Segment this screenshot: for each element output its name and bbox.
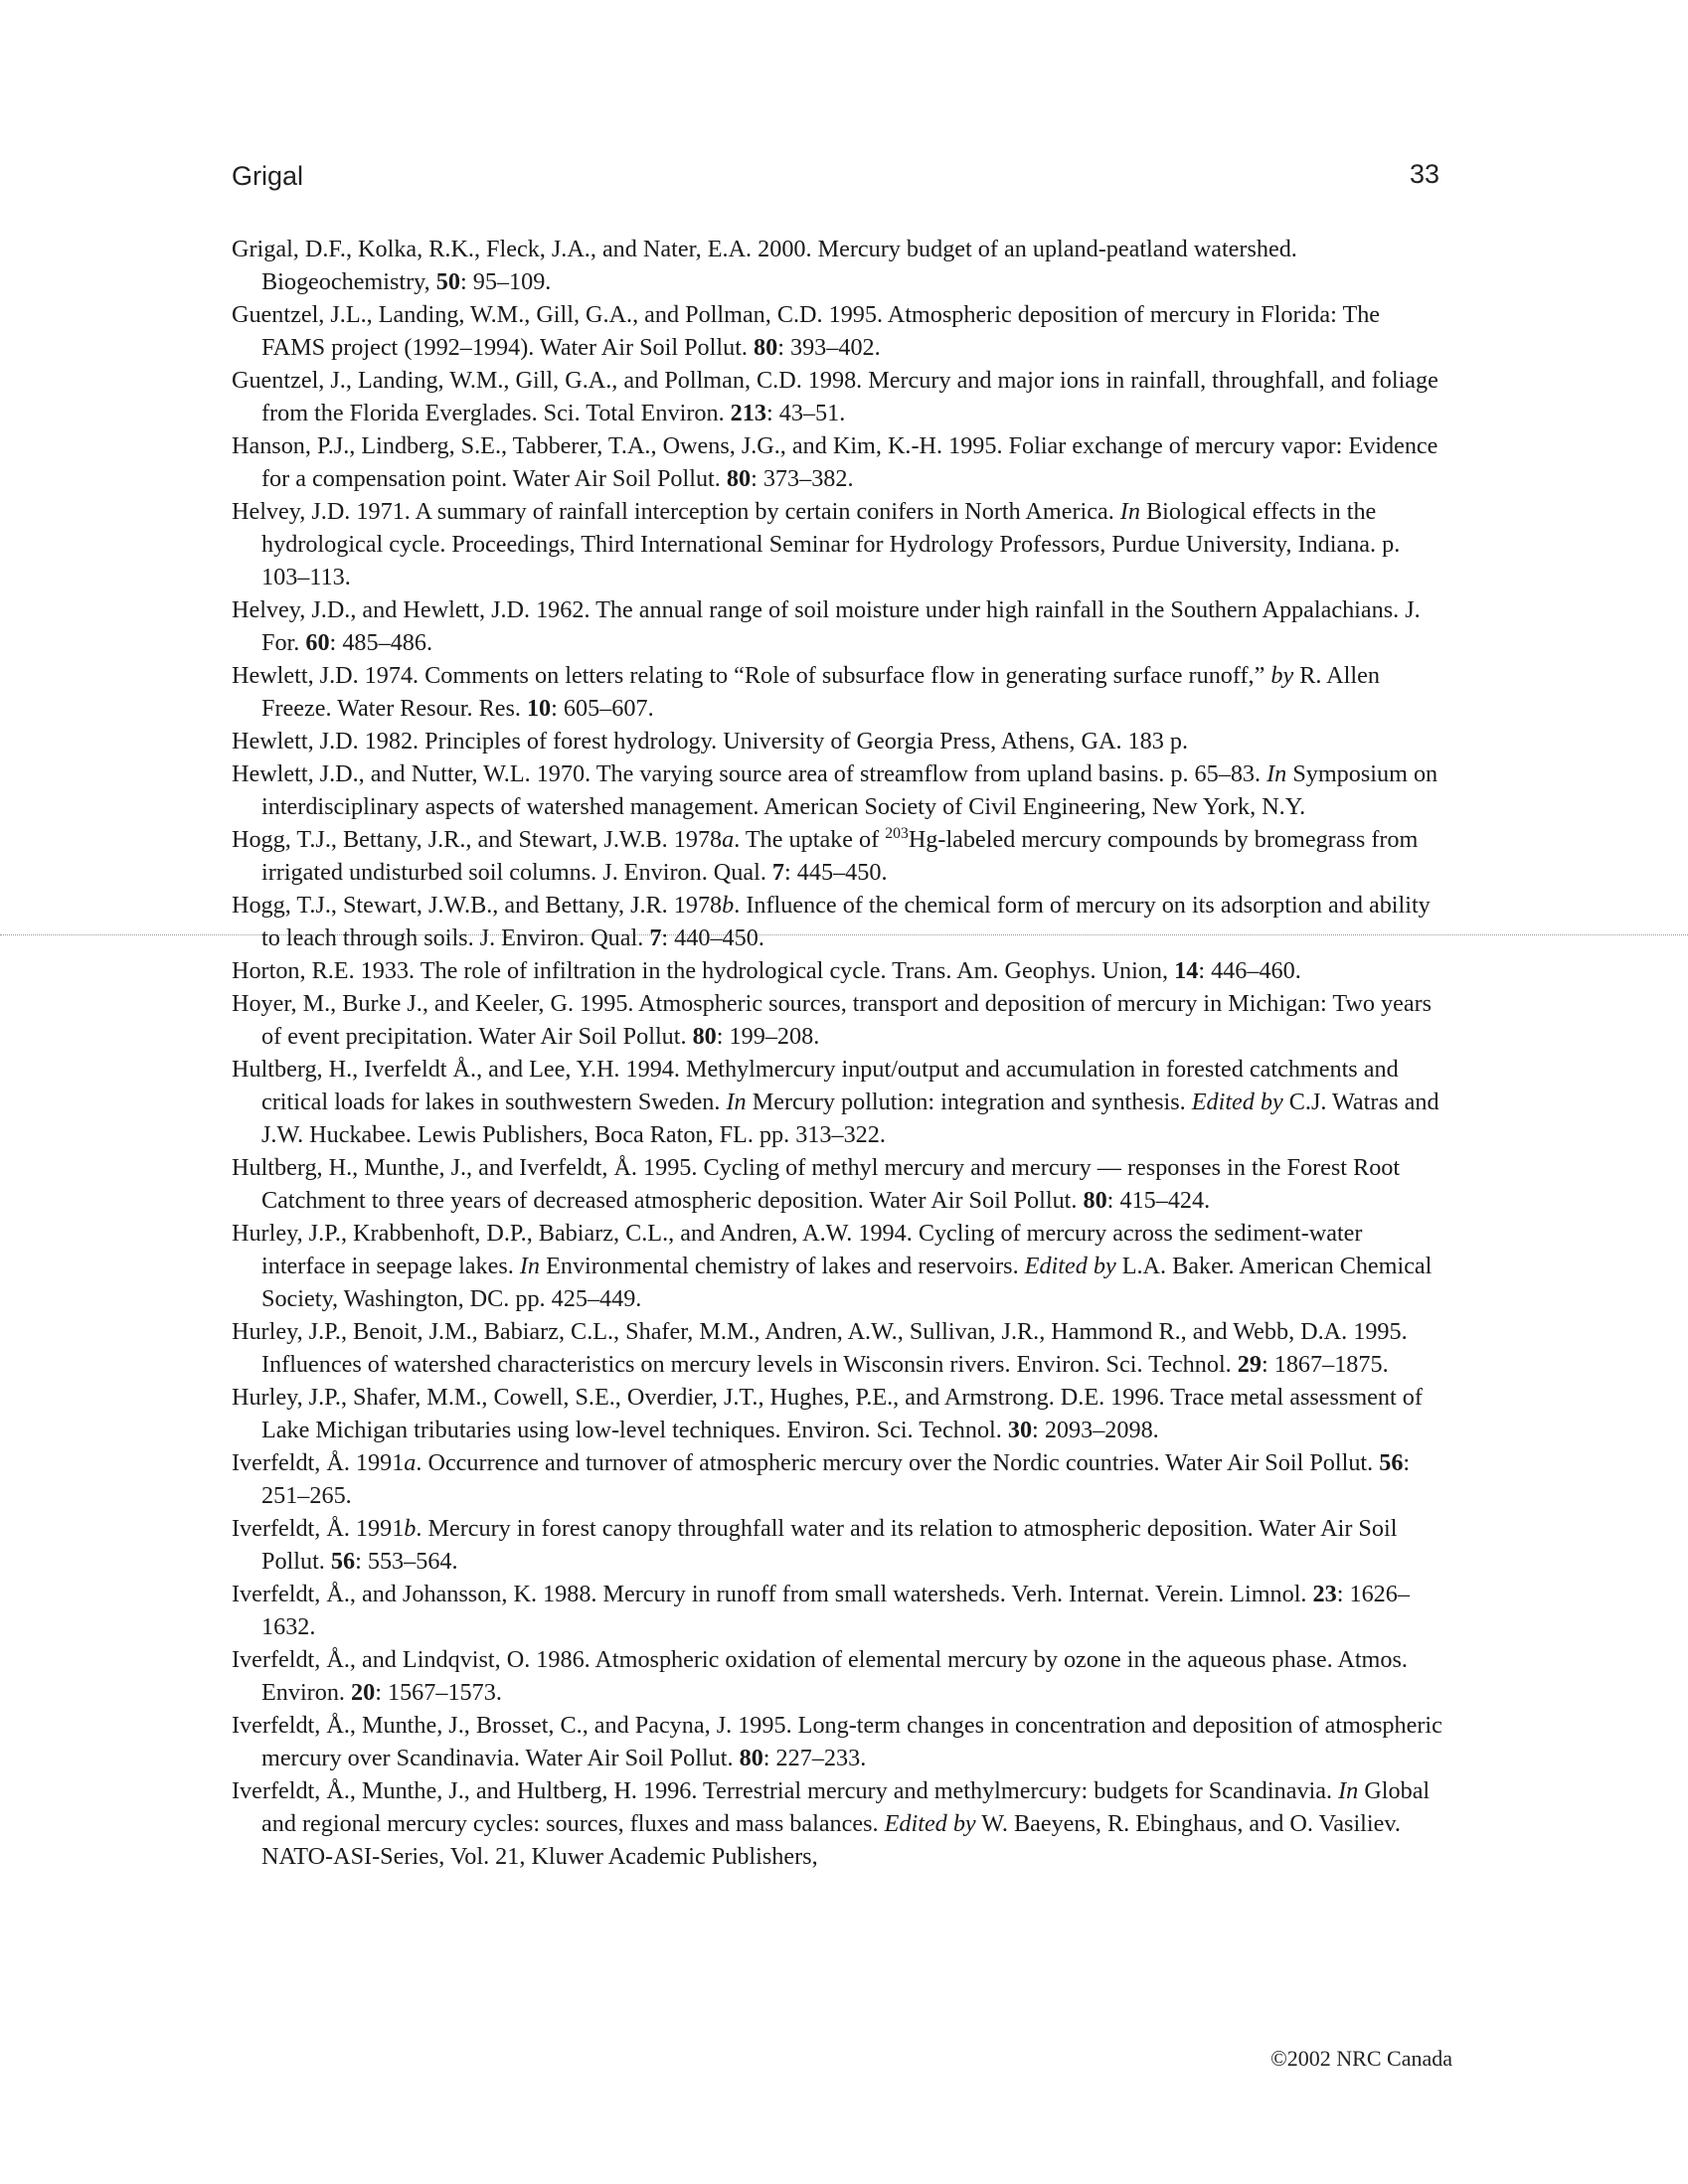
- reference-text: : 2093–2098.: [1032, 1417, 1159, 1443]
- reference-entry: [232, 1381, 1449, 1446]
- reference-text: Guentzel, J., Landing, W.M., Gill, G.A., and Pollman, C.D. 1998. Mercury and major ions in rainfall, throughfall, and foliage from the Florida Everglades. Sci. Total Environ.: [232, 367, 1438, 426]
- reference-text: Iverfeldt, Å. 1991: [232, 1515, 405, 1542]
- reference-entry: [232, 823, 1449, 889]
- italic-text: In: [1119, 498, 1140, 525]
- reference-text: : 1867–1875.: [1261, 1351, 1389, 1378]
- italic-text: In: [1338, 1777, 1359, 1804]
- reference-text: : 393–402.: [777, 334, 881, 361]
- reference-text: : 1626–1632.: [261, 1581, 1410, 1640]
- reference-text: Mercury pollution: integration and synthesis.: [746, 1089, 1192, 1115]
- reference-text: Global and regional mercury cycles: sources, fluxes and mass balances.: [261, 1777, 1431, 1837]
- reference-text: Hogg, T.J., Stewart, J.W.B., and Bettany, J.R. 1978: [232, 892, 723, 919]
- reference-entry: [232, 725, 1449, 757]
- reference-text: Hurley, J.P., Benoit, J.M., Babiarz, C.L., Shafer, M.M., Andren, A.W., Sullivan, J.R., Hammond R., and Webb, D.A. 1995. Influences of watershed characteristics on mercury levels in Wisconsin rivers. Environ. Sci. Technol.: [232, 1318, 1408, 1378]
- reference-text: Hewlett, J.D. 1974. Comments on letters relating to “Role of subsurface flow in generating surface runoff,”: [232, 662, 1271, 689]
- reference-entry: [232, 364, 1449, 429]
- reference-entry: [232, 1217, 1449, 1315]
- page-number: 33: [1409, 159, 1439, 189]
- reference-text: R. Allen Freeze. Water Resour. Res.: [261, 662, 1380, 722]
- italic-text: a: [404, 1449, 417, 1476]
- reference-text: : 227–233.: [762, 1745, 867, 1771]
- reference-text: Iverfeldt, Å., Munthe, J., Brosset, C., and Pacyna, J. 1995. Long-term changes in concentration and deposition of atmospheric mercury over Scandinavia. Water Air Soil Pollut.: [232, 1712, 1442, 1771]
- reference-text: L.A. Baker. American Chemical Society, Washington, DC. pp. 425–449.: [261, 1253, 1433, 1312]
- volume-number: 56: [1379, 1449, 1404, 1476]
- reference-text: Hewlett, J.D., and Nutter, W.L. 1970. The varying source area of streamflow from upland basins. p. 65–83.: [232, 760, 1267, 787]
- reference-text: Hultberg, H., Iverfeldt Å., and Lee, Y.H. 1994. Methylmercury input/output and accumulation in forested catchments and critical loads for lakes in southwestern Sweden.: [232, 1056, 1399, 1115]
- reference-entry: [232, 1774, 1449, 1873]
- volume-number: 56: [330, 1548, 356, 1575]
- volume-number: 30: [1007, 1417, 1033, 1443]
- reference-text: Symposium on interdisciplinary aspects of watershed management. American Society of Civil Engineering, New York, N.Y.: [261, 760, 1438, 820]
- italic-text: by: [1270, 662, 1294, 689]
- italic-text: b: [722, 892, 735, 919]
- reference-text: . Mercury in forest canopy throughfall water and its relation to atmospheric deposition. Water Air Soil Pollut.: [261, 1515, 1398, 1575]
- reference-entry: [232, 1578, 1449, 1643]
- reference-text: Iverfeldt, Å., Munthe, J., and Hultberg, H. 1996. Terrestrial mercury and methylmercury: budgets for Scandinavia.: [232, 1777, 1339, 1804]
- volume-number: 80: [692, 1023, 717, 1050]
- reference-text: . The uptake of: [734, 826, 886, 853]
- reference-text: Hg-labeled mercury compounds by bromegrass from irrigated undisturbed soil columns. J. Environ. Qual.: [261, 826, 1419, 886]
- volume-number: 80: [1083, 1187, 1107, 1214]
- reference-entry: [232, 298, 1449, 364]
- italic-text: In: [1266, 760, 1287, 787]
- reference-entry: [232, 233, 1449, 298]
- italic-text: a: [722, 826, 735, 853]
- reference-text: : 605–607.: [551, 695, 654, 722]
- italic-text: Edited by: [884, 1810, 976, 1837]
- reference-text: Helvey, J.D. 1971. A summary of rainfall interception by certain conifers in North America.: [232, 498, 1120, 525]
- volume-number: 10: [526, 695, 552, 722]
- reference-text: Biological effects in the hydrological cycle. Proceedings, Third International Seminar for Hydrology Professors, Purdue University, Indiana. p. 103–113.: [261, 498, 1401, 590]
- volume-number: 50: [435, 268, 460, 295]
- reference-text: Iverfeldt, Å., and Johansson, K. 1988. Mercury in runoff from small watersheds. Verh. Internat. Verein. Limnol.: [232, 1581, 1313, 1607]
- copyright-footer: ©2002 NRC Canada: [1270, 2046, 1452, 2071]
- reference-text: W. Baeyens, R. Ebinghaus, and O. Vasiliev. NATO-ASI-Series, Vol. 21, Kluwer Academic Publishers,: [261, 1810, 1401, 1870]
- volume-number: 14: [1174, 957, 1199, 984]
- reference-text: : 373–382.: [751, 465, 854, 492]
- reference-text: Hewlett, J.D. 1982. Principles of forest hydrology. University of Georgia Press, Athens, GA. 183 p.: [232, 728, 1189, 755]
- italic-text: In: [519, 1253, 541, 1279]
- reference-text: : 445–450.: [784, 859, 888, 886]
- italic-text: Edited by: [1024, 1253, 1116, 1279]
- reference-entry: [232, 1709, 1449, 1774]
- reference-entry: [232, 1053, 1449, 1151]
- reference-text: . Influence of the chemical form of mercury on its adsorption and ability to leach through soils. J. Environ. Qual.: [261, 892, 1431, 951]
- reference-entry: [232, 1512, 1449, 1578]
- reference-entry: [232, 1151, 1449, 1217]
- reference-entry: [232, 757, 1449, 823]
- volume-number: 20: [351, 1679, 376, 1706]
- reference-entry: [232, 889, 1449, 954]
- reference-text: : 553–564.: [355, 1548, 458, 1575]
- reference-text: : 1567–1573.: [375, 1679, 502, 1706]
- reference-text: Horton, R.E. 1933. The role of infiltration in the hydrological cycle. Trans. Am. Geophys. Union,: [232, 957, 1175, 984]
- volume-number: 80: [726, 465, 752, 492]
- reference-text: : 440–450.: [661, 924, 764, 951]
- reference-text: C.J. Watras and J.W. Huckabee. Lewis Publishers, Boca Raton, FL. pp. 313–322.: [261, 1089, 1439, 1148]
- reference-text: : 415–424.: [1106, 1187, 1211, 1214]
- reference-text: Hanson, P.J., Lindberg, S.E., Tabberer, T.A., Owens, J.G., and Kim, K.-H. 1995. Foliar exchange of mercury vapor: Evidence for a compensation point. Water Air Soil Pollut.: [232, 432, 1438, 492]
- reference-text: Iverfeldt, Å. 1991: [232, 1449, 405, 1476]
- reference-text: : 485–486.: [329, 629, 433, 656]
- reference-entry: [232, 1446, 1449, 1512]
- reference-entry: [232, 954, 1449, 987]
- volume-number: 7: [649, 924, 662, 951]
- volume-number: 60: [305, 629, 330, 656]
- reference-text: Environmental chemistry of lakes and reservoirs.: [540, 1253, 1025, 1279]
- reference-entry: [232, 1643, 1449, 1709]
- reference-text: Hultberg, H., Munthe, J., and Iverfeldt, Å. 1995. Cycling of methyl mercury and mercury — responses in the Forest Root Catchment to three years of decreased atmospheric deposition. Water Air Soil Pollut.: [232, 1154, 1401, 1214]
- reference-entry: [232, 429, 1449, 495]
- reference-entry: [232, 1315, 1449, 1381]
- reference-text: Helvey, J.D., and Hewlett, J.D. 1962. The annual range of soil moisture under high rainfall in the Southern Appalachians. J. For.: [232, 596, 1421, 656]
- volume-number: 213: [730, 400, 766, 426]
- reference-entry: [232, 659, 1449, 725]
- reference-text: Iverfeldt, Å., and Lindqvist, O. 1986. Atmospheric oxidation of elemental mercury by ozone in the aqueous phase. Atmos. Environ.: [232, 1646, 1408, 1706]
- reference-text: . Occurrence and turnover of atmospheric mercury over the Nordic countries. Water Air Soil Pollut.: [416, 1449, 1380, 1476]
- reference-list: [232, 233, 1449, 1873]
- reference-text: : 446–460.: [1198, 957, 1301, 984]
- volume-number: 29: [1237, 1351, 1262, 1378]
- italic-text: b: [404, 1515, 417, 1542]
- volume-number: 23: [1312, 1581, 1337, 1607]
- reference-text: : 95–109.: [459, 268, 552, 295]
- reference-text: : 251–265.: [261, 1449, 1411, 1509]
- reference-text: Hoyer, M., Burke J., and Keeler, G. 1995. Atmospheric sources, transport and deposition of mercury in Michigan: Two years of event precipitation. Water Air Soil Pollut.: [232, 990, 1433, 1050]
- reference-entry: [232, 593, 1449, 659]
- volume-number: 80: [739, 1745, 763, 1771]
- superscript: 203: [885, 824, 909, 842]
- italic-text: In: [726, 1089, 747, 1115]
- volume-number: 7: [771, 859, 785, 886]
- reference-text: : 43–51.: [765, 400, 846, 426]
- running-header-author: Grigal: [232, 161, 304, 191]
- reference-entry: [232, 495, 1449, 593]
- reference-text: Guentzel, J.L., Landing, W.M., Gill, G.A., and Pollman, C.D. 1995. Atmospheric deposition of mercury in Florida: The FAMS project (1992–1994). Water Air Soil Pollut.: [232, 301, 1381, 361]
- volume-number: 80: [754, 334, 778, 361]
- reference-text: Grigal, D.F., Kolka, R.K., Fleck, J.A., and Nater, E.A. 2000. Mercury budget of an upland-peatland watershed. Biogeochemistry,: [232, 236, 1297, 295]
- reference-text: Hurley, J.P., Shafer, M.M., Cowell, S.E., Overdier, J.T., Hughes, P.E., and Armstrong. D.E. 1996. Trace metal assessment of Lake Michigan tributaries using low-level techniques. Environ. Sci. Technol.: [232, 1384, 1423, 1443]
- reference-text: : 199–208.: [716, 1023, 820, 1050]
- reference-text: Hurley, J.P., Krabbenhoft, D.P., Babiarz, C.L., and Andren, A.W. 1994. Cycling of mercury across the sediment-water interface in seepage lakes.: [232, 1220, 1363, 1279]
- italic-text: Edited by: [1191, 1089, 1283, 1115]
- reference-entry: [232, 987, 1449, 1053]
- reference-text: Hogg, T.J., Bettany, J.R., and Stewart, J.W.B. 1978: [232, 826, 723, 853]
